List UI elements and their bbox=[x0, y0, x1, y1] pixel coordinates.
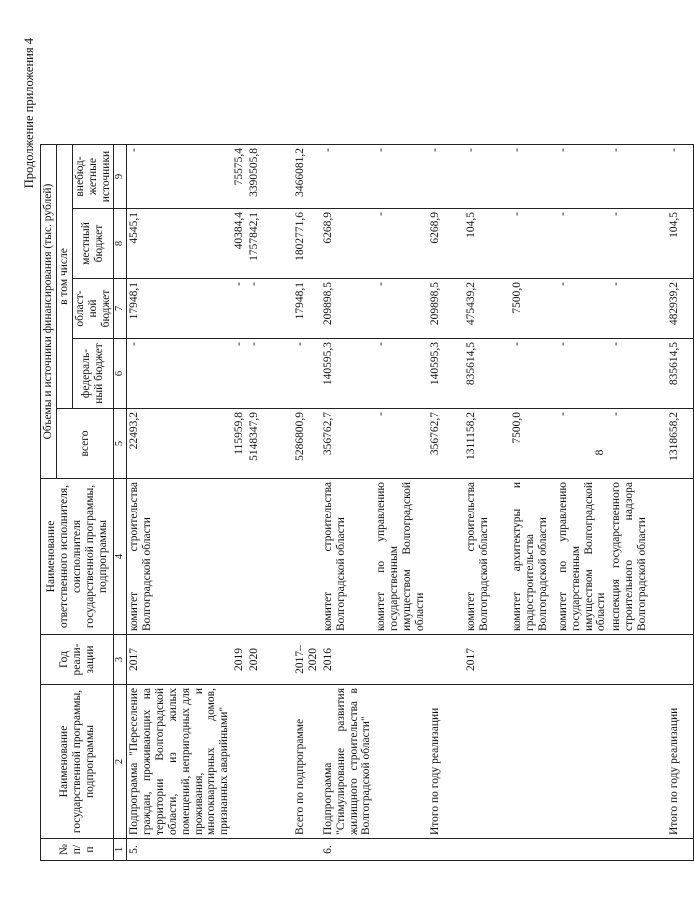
cell-federal: - bbox=[374, 339, 428, 409]
cell-name bbox=[464, 685, 510, 839]
table-row bbox=[247, 145, 293, 861]
cell-local: 1802771,6 bbox=[293, 209, 321, 279]
cell-local: 40384,4 bbox=[232, 209, 247, 279]
cell-federal: 140595,3 bbox=[428, 339, 464, 409]
table-row bbox=[374, 145, 428, 861]
cell-executor: комитет по управлению государственным имуществом Волгоградской области bbox=[374, 479, 428, 635]
col-header-including: в том числе bbox=[56, 145, 72, 409]
table-row bbox=[232, 145, 247, 861]
cell-executor bbox=[293, 479, 321, 635]
cell-num bbox=[464, 839, 510, 861]
table-body bbox=[127, 145, 694, 861]
col-number: 6 bbox=[114, 339, 127, 409]
cell-name: Подпрограмма "Переселение граждан, проживающих на территории Волгоградской области, из жилых помещений, непригодных для проживания, и многоквартирных домов, признанных аварийными" bbox=[127, 685, 233, 839]
cell-executor bbox=[428, 479, 464, 635]
cell-name bbox=[609, 685, 667, 839]
cell-name bbox=[232, 685, 247, 839]
cell-year: 2017 bbox=[464, 635, 510, 685]
col-header-volumes: Объемы и источники финансирования (тыс. рублей) bbox=[41, 145, 57, 479]
cell-regional: - bbox=[609, 279, 667, 339]
cell-local: - bbox=[556, 209, 610, 279]
cell-total: - bbox=[556, 409, 610, 479]
cell-regional: 475439,2 bbox=[464, 279, 510, 339]
col-number: 5 bbox=[114, 409, 127, 479]
cell-num bbox=[667, 839, 693, 861]
cell-year: 2019 bbox=[232, 635, 247, 685]
cell-regional: 209898,5 bbox=[428, 279, 464, 339]
cell-local: 104,5 bbox=[667, 209, 693, 279]
col-header-local: местный бюджет bbox=[72, 209, 114, 279]
table-row bbox=[293, 145, 321, 861]
cell-year: 2016 bbox=[321, 635, 375, 685]
cell-executor: инспекция государственного строительного надзора Волгоградской области bbox=[609, 479, 667, 635]
cell-num bbox=[247, 839, 293, 861]
cell-name: Всего по подпрограмме bbox=[293, 685, 321, 839]
table-row bbox=[428, 145, 464, 861]
cell-federal: - bbox=[232, 339, 247, 409]
cell-year bbox=[374, 635, 428, 685]
cell-name bbox=[374, 685, 428, 839]
cell-name: Подпрограмма "Стимулирование развития жилищного строительства в Волгоградской области" bbox=[321, 685, 375, 839]
cell-federal: - bbox=[510, 339, 556, 409]
col-number: 9 bbox=[114, 145, 127, 209]
cell-num: 6. bbox=[321, 839, 375, 861]
col-header-federal: федераль-ный бюджет bbox=[72, 339, 114, 409]
cell-total: 1311158,2 bbox=[464, 409, 510, 479]
cell-year bbox=[667, 635, 693, 685]
cell-executor: комитет строительства Волгоградской области bbox=[321, 479, 375, 635]
col-header-executor: Наименование ответственного исполнителя, соисполнителя государственной программы, подпрограммы bbox=[41, 479, 114, 635]
cell-executor: комитет строительства Волгоградской области bbox=[127, 479, 233, 635]
column-numbers-row bbox=[114, 145, 127, 861]
cell-total: 5286800,9 bbox=[293, 409, 321, 479]
cell-local: - bbox=[609, 209, 667, 279]
col-number: 8 bbox=[114, 209, 127, 279]
cell-total: 115959,8 bbox=[232, 409, 247, 479]
cell-total: 356762,7 bbox=[428, 409, 464, 479]
table-row bbox=[510, 145, 556, 861]
cell-local: 104,5 bbox=[464, 209, 510, 279]
table-row bbox=[609, 145, 667, 861]
cell-regional: 7500,0 bbox=[510, 279, 556, 339]
cell-num bbox=[428, 839, 464, 861]
cell-local: 1757842,1 bbox=[247, 209, 293, 279]
cell-federal: - bbox=[609, 339, 667, 409]
col-header-regional: област-ной бюджет bbox=[72, 279, 114, 339]
col-number: 1 bbox=[114, 839, 127, 861]
cell-num bbox=[510, 839, 556, 861]
cell-extra: - bbox=[464, 145, 510, 209]
cell-name: Итого по году реализации bbox=[667, 685, 693, 839]
cell-local: 6268,9 bbox=[321, 209, 375, 279]
cell-extra: - bbox=[556, 145, 610, 209]
cell-extra: - bbox=[428, 145, 464, 209]
cell-extra: - bbox=[321, 145, 375, 209]
cell-federal: 835614,5 bbox=[667, 339, 693, 409]
cell-regional: - bbox=[374, 279, 428, 339]
cell-regional: - bbox=[556, 279, 610, 339]
cell-federal: - bbox=[127, 339, 233, 409]
col-header-num: № п/п bbox=[41, 839, 114, 861]
cell-total: - bbox=[609, 409, 667, 479]
cell-regional: 17948,1 bbox=[127, 279, 233, 339]
cell-year: 2017–2020 bbox=[293, 635, 321, 685]
cell-extra: 75575,4 bbox=[232, 145, 247, 209]
cell-num bbox=[609, 839, 667, 861]
cell-num bbox=[293, 839, 321, 861]
cell-year: 2020 bbox=[247, 635, 293, 685]
cell-extra: 3466081,2 bbox=[293, 145, 321, 209]
table-row bbox=[464, 145, 510, 861]
cell-executor: комитет по управлению государственным имуществом Волгоградской области bbox=[556, 479, 610, 635]
cell-regional: - bbox=[232, 279, 247, 339]
cell-federal: - bbox=[247, 339, 293, 409]
cell-year bbox=[510, 635, 556, 685]
cell-num bbox=[232, 839, 247, 861]
col-header-name: Наименование государственной программы, подпрограммы bbox=[41, 685, 114, 839]
cell-federal: - bbox=[293, 339, 321, 409]
cell-extra: - bbox=[374, 145, 428, 209]
cell-federal: 835614,5 bbox=[464, 339, 510, 409]
page-number: 8 bbox=[592, 449, 606, 456]
cell-local: - bbox=[374, 209, 428, 279]
cell-extra: - bbox=[667, 145, 693, 209]
cell-extra: - bbox=[127, 145, 233, 209]
col-number: 3 bbox=[114, 635, 127, 685]
cell-extra: - bbox=[510, 145, 556, 209]
col-header-year: Год реали-зации bbox=[41, 635, 114, 685]
cell-total: 7500,0 bbox=[510, 409, 556, 479]
cell-total: 356762,7 bbox=[321, 409, 375, 479]
continuation-label: Продолжение приложения 4 bbox=[22, 38, 36, 189]
cell-executor bbox=[232, 479, 247, 635]
cell-local: 4545,1 bbox=[127, 209, 233, 279]
cell-year: 2017 bbox=[127, 635, 233, 685]
cell-name: Итого по году реализации bbox=[428, 685, 464, 839]
cell-executor bbox=[247, 479, 293, 635]
col-number: 2 bbox=[114, 685, 127, 839]
cell-executor: комитет архитектуры и градостроительства Волгоградской области bbox=[510, 479, 556, 635]
cell-year bbox=[428, 635, 464, 685]
col-number: 4 bbox=[114, 479, 127, 635]
cell-total: - bbox=[374, 409, 428, 479]
cell-executor: комитет строительства Волгоградской области bbox=[464, 479, 510, 635]
cell-extra: 3390505,8 bbox=[247, 145, 293, 209]
table-header bbox=[41, 145, 127, 861]
cell-federal: - bbox=[556, 339, 610, 409]
table-row bbox=[321, 145, 375, 861]
cell-total: 22493,2 bbox=[127, 409, 233, 479]
cell-total: 1318658,2 bbox=[667, 409, 693, 479]
cell-total: 5148347,9 bbox=[247, 409, 293, 479]
col-header-extra: внебюд-жетные источники bbox=[72, 145, 114, 209]
table-row bbox=[127, 145, 233, 861]
cell-federal: 140595,3 bbox=[321, 339, 375, 409]
cell-year bbox=[609, 635, 667, 685]
cell-regional: 209898,5 bbox=[321, 279, 375, 339]
cell-extra: - bbox=[609, 145, 667, 209]
cell-regional: 17948,1 bbox=[293, 279, 321, 339]
table-row bbox=[667, 145, 693, 861]
cell-num: 5. bbox=[127, 839, 233, 861]
cell-num bbox=[374, 839, 428, 861]
cell-executor bbox=[667, 479, 693, 635]
cell-regional: 482939,2 bbox=[667, 279, 693, 339]
cell-local: - bbox=[510, 209, 556, 279]
cell-local: 6268,9 bbox=[428, 209, 464, 279]
cell-name bbox=[247, 685, 293, 839]
cell-regional: - bbox=[247, 279, 293, 339]
col-number: 7 bbox=[114, 279, 127, 339]
cell-name bbox=[510, 685, 556, 839]
col-header-total: всего bbox=[56, 409, 114, 479]
